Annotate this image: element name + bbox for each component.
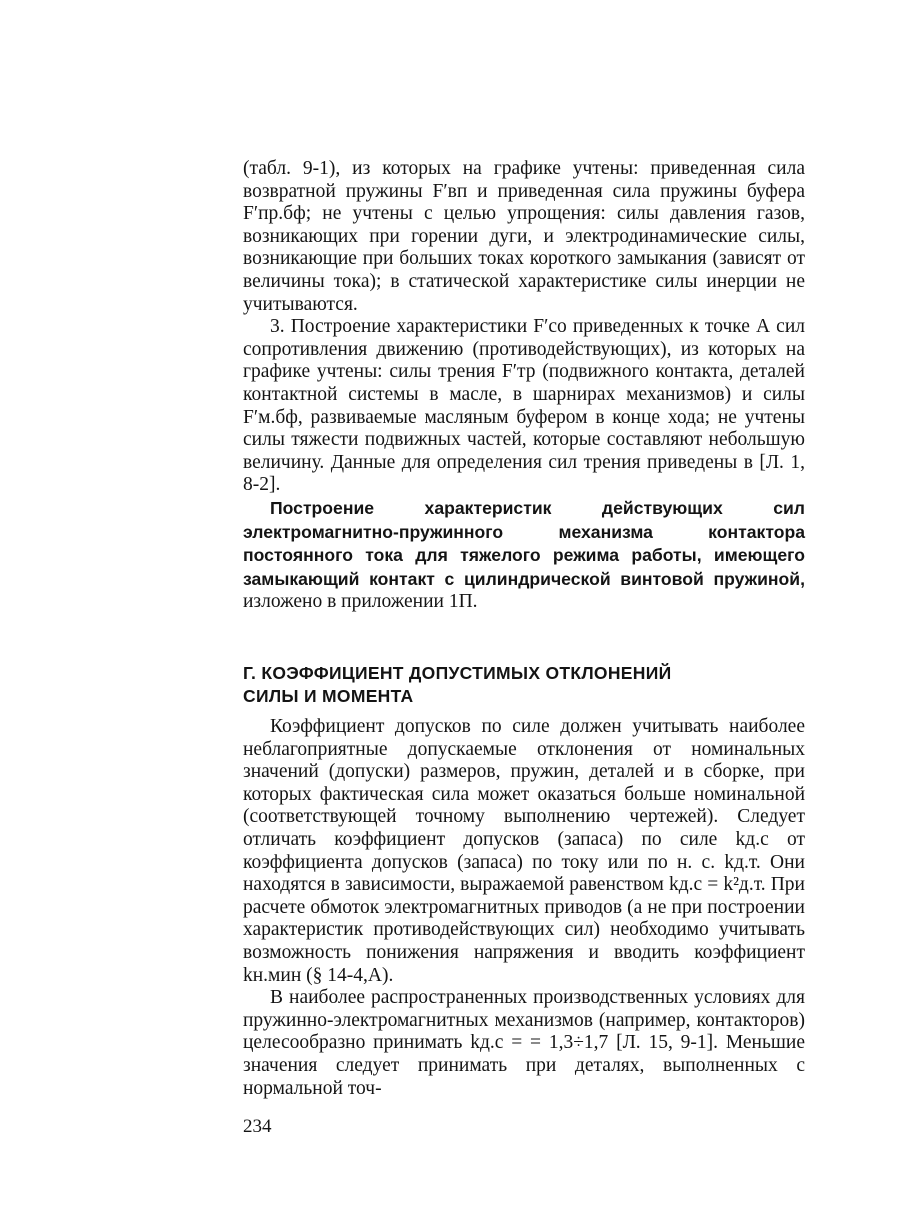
paragraph-3-rest: изложено в приложении 1П. <box>243 591 478 613</box>
paragraph-1: (табл. 9-1), из которых на графике учтены: приведенная сила возвратной пружины F′вп и приведенная сила пружины буфера F′пр.бф; не учтены с целью упрощения: силы давления газов, возникающих при горении дуги, и электродинамические силы, возникающие при больших токах короткого замыкания (зависят от величины тока); в статической характеристике силы инерции не учитываются. <box>243 158 805 315</box>
paragraph-3-bold: Построение характеристик действующих сил электромагнитно-пружинного механизма контактора постоянного тока для тяжелого режима работы, имеющего замыкающий контакт с цилиндрической винтовой пружиной, <box>243 497 805 589</box>
paragraph-3 <box>243 497 805 614</box>
section-heading <box>243 662 805 708</box>
paragraph-4: Коэффициент допусков по силе должен учитывать наиболее неблагоприятные допускаемые отклонения от номинальных значений (допуски) размеров, пружин, деталей и в сборке, при которых фактическая сила может оказаться больше номинальной (соответствующей точному выполнению чертежей). Следует отличать коэффициент допусков (запаса) по силе kд.с от коэффициента допусков (запаса) по току или по н. с. kд.т. Они находятся в зависимости, выражаемой равенством kд.с = k²д.т. При расчете обмоток электромагнитных приводов (а не при построении характеристик противодействующих сил) необходимо учитывать возможность понижения напряжения и вводить коэффициент kн.мин (§ 14-4,А). <box>243 716 805 986</box>
heading-line-1: Г. КОЭФФИЦИЕНТ ДОПУСТИМЫХ ОТКЛОНЕНИЙ <box>243 663 672 683</box>
paragraph-2: 3. Построение характеристики F′со приведенных к точке А сил сопротивления движению (противодействующих), из которых на графике учтены: силы трения F′тр (подвижного контакта, деталей контактной системы в масле, в шарнирах механизмов) и силы F′м.бф, развиваемые масляным буфером в конце хода; не учтены силы тяжести подвижных частей, которые составляют небольшую величину. Данные для определения сил трения приведены в [Л. 1, 8-2]. <box>243 316 805 496</box>
page-number: 234 <box>243 1116 272 1137</box>
text-block-top <box>243 158 805 614</box>
paragraph-5: В наиболее распространенных производственных условиях для пружинно-электромагнитных механизмов (например, контакторов) целесообразно принимать kд.с = = 1,3÷1,7 [Л. 15, 9-1]. Меньшие значения следует принимать при деталях, выполненных с нормальной точ- <box>243 987 805 1099</box>
text-block-bottom <box>243 716 805 1100</box>
heading-line-2: СИЛЫ И МОМЕНТА <box>243 686 414 706</box>
